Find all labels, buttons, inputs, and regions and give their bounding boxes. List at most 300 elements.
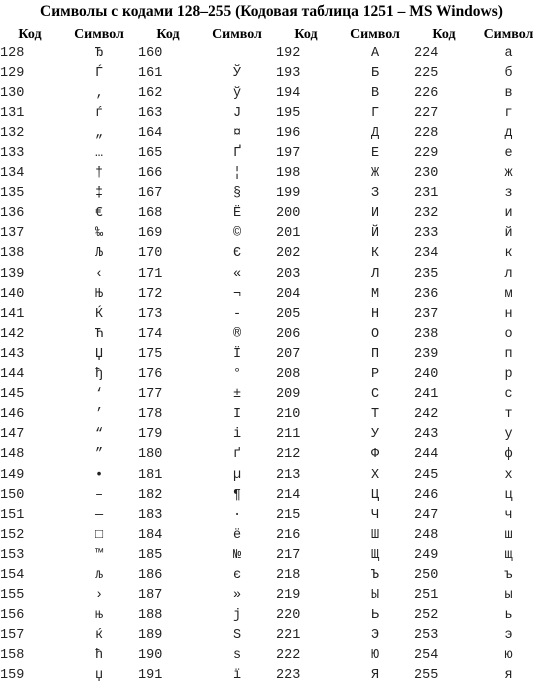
symbol-cell: ¶ — [232, 487, 242, 503]
table-body — [0, 43, 543, 686]
symbol-cell: ‚ — [94, 85, 104, 101]
table-row — [0, 324, 543, 344]
code-cell: 228 — [414, 125, 439, 141]
symbol-cell: о — [504, 326, 513, 342]
code-cell: 185 — [138, 547, 163, 563]
table-row — [0, 545, 543, 565]
code-cell: 203 — [276, 266, 301, 282]
symbol-cell: х — [504, 467, 513, 483]
symbol-cell: ы — [504, 588, 513, 604]
table-row — [0, 83, 543, 103]
code-cell: 160 — [138, 45, 163, 61]
code-cell: 139 — [0, 266, 25, 282]
symbol-cell: Ћ — [94, 326, 104, 342]
code-cell: 195 — [276, 105, 301, 121]
symbol-cell: ¬ — [232, 286, 242, 302]
code-cell: 145 — [0, 387, 25, 403]
code-cell: 147 — [0, 427, 25, 443]
symbol-cell: і — [232, 427, 242, 443]
code-cell: 183 — [138, 507, 163, 523]
code-cell: 135 — [0, 186, 25, 202]
symbol-cell: ё — [232, 527, 242, 543]
code-cell: 215 — [276, 507, 301, 523]
code-cell: 191 — [138, 668, 163, 684]
code-cell: 246 — [414, 487, 439, 503]
code-cell: 219 — [276, 588, 301, 604]
code-cell: 176 — [138, 367, 163, 383]
symbol-cell: п — [504, 346, 513, 362]
code-cell: 225 — [414, 65, 439, 81]
code-cell: 214 — [276, 487, 301, 503]
code-cell: 157 — [0, 628, 25, 644]
code-cell: 189 — [138, 628, 163, 644]
table-row — [0, 505, 543, 525]
symbol-cell: › — [94, 588, 104, 604]
symbol-cell: т — [504, 407, 513, 423]
symbol-cell: ћ — [94, 648, 104, 664]
header-code: Код — [18, 26, 42, 42]
table-row — [0, 666, 543, 686]
symbol-cell: є — [232, 567, 242, 583]
code-cell: 208 — [276, 367, 301, 383]
symbol-cell: ъ — [504, 567, 513, 583]
code-cell: 188 — [138, 608, 163, 624]
symbol-cell: « — [232, 266, 242, 282]
code-cell: 129 — [0, 65, 25, 81]
table-row — [0, 123, 543, 143]
symbol-cell: ® — [232, 326, 242, 342]
symbol-cell: н — [504, 306, 513, 322]
symbol-cell: ў — [232, 85, 242, 101]
code-cell: 239 — [414, 346, 439, 362]
symbol-cell: … — [94, 146, 104, 162]
page-title: Символы с кодами 128–255 (Кодовая таблица 1251 – MS Windows) — [40, 3, 503, 20]
code-cell: 223 — [276, 668, 301, 684]
code-cell: 164 — [138, 125, 163, 141]
code-cell: 216 — [276, 527, 301, 543]
code-cell: 255 — [414, 668, 439, 684]
symbol-cell: Ю — [370, 648, 380, 664]
code-cell: 201 — [276, 226, 301, 242]
code-cell: 247 — [414, 507, 439, 523]
symbol-cell: ѓ — [94, 105, 104, 121]
code-cell: 244 — [414, 447, 439, 463]
code-cell: 170 — [138, 246, 163, 262]
symbol-cell: Ѕ — [232, 628, 242, 644]
code-cell: 232 — [414, 206, 439, 222]
code-cell: 163 — [138, 105, 163, 121]
code-cell: 248 — [414, 527, 439, 543]
code-cell: 252 — [414, 608, 439, 624]
table-row — [0, 626, 543, 646]
table-row — [0, 184, 543, 204]
code-cell: 151 — [0, 507, 25, 523]
code-cell: 138 — [0, 246, 25, 262]
code-cell: 169 — [138, 226, 163, 242]
symbol-cell: ї — [232, 668, 242, 684]
symbol-cell: С — [370, 387, 380, 403]
symbol-cell: ч — [504, 507, 513, 523]
symbol-cell: Љ — [94, 246, 104, 262]
code-cell: 234 — [414, 246, 439, 262]
symbol-cell: ± — [232, 387, 242, 403]
code-cell: 207 — [276, 346, 301, 362]
symbol-cell: Й — [370, 226, 380, 242]
table-row — [0, 103, 543, 123]
symbol-cell: Ъ — [370, 567, 380, 583]
code-cell: 245 — [414, 467, 439, 483]
code-cell: 231 — [414, 186, 439, 202]
symbol-cell: • — [94, 467, 104, 483]
symbol-cell: ‡ — [94, 186, 104, 202]
symbol-cell: м — [504, 286, 513, 302]
code-cell: 168 — [138, 206, 163, 222]
code-cell: 171 — [138, 266, 163, 282]
symbol-cell: Ї — [232, 346, 242, 362]
code-cell: 130 — [0, 85, 25, 101]
code-cell: 166 — [138, 166, 163, 182]
symbol-cell: Ќ — [94, 306, 104, 322]
code-cell: 158 — [0, 648, 25, 664]
code-cell: 227 — [414, 105, 439, 121]
symbol-cell: й — [504, 226, 513, 242]
symbol-cell: Э — [370, 628, 380, 644]
header-row — [0, 26, 543, 43]
symbol-cell: д — [504, 125, 513, 141]
code-cell: 233 — [414, 226, 439, 242]
code-cell: 131 — [0, 105, 25, 121]
symbol-cell: ¦ — [232, 166, 242, 182]
code-cell: 226 — [414, 85, 439, 101]
symbol-cell: ѕ — [232, 648, 242, 664]
code-cell: 190 — [138, 648, 163, 664]
symbol-cell: Ё — [232, 206, 242, 222]
symbol-cell: Ф — [370, 447, 380, 463]
code-cell: 150 — [0, 487, 25, 503]
table-row — [0, 304, 543, 324]
symbol-cell: ђ — [94, 367, 104, 383]
symbol-cell: † — [94, 166, 104, 182]
code-cell: 159 — [0, 668, 25, 684]
symbol-cell: В — [370, 85, 380, 101]
symbol-cell: – — [94, 487, 104, 503]
code-cell: 167 — [138, 186, 163, 202]
table-row — [0, 606, 543, 626]
symbol-cell: Ђ — [94, 45, 104, 61]
code-cell: 206 — [276, 326, 301, 342]
code-cell: 242 — [414, 407, 439, 423]
code-cell: 174 — [138, 326, 163, 342]
symbol-cell: г — [504, 105, 513, 121]
symbol-cell: У — [370, 427, 380, 443]
symbol-cell: µ — [232, 467, 242, 483]
code-cell: 141 — [0, 306, 25, 322]
symbol-cell: ‘ — [94, 387, 104, 403]
symbol-cell: Ц — [370, 487, 380, 503]
code-cell: 198 — [276, 166, 301, 182]
symbol-cell: ц — [504, 487, 513, 503]
symbol-cell: Б — [370, 65, 380, 81]
code-cell: 154 — [0, 567, 25, 583]
symbol-cell: Д — [370, 125, 380, 141]
header-symbol: Символ — [74, 26, 124, 42]
table-row — [0, 465, 543, 485]
code-table — [0, 26, 543, 686]
code-cell: 140 — [0, 286, 25, 302]
symbol-cell: ж — [504, 166, 513, 182]
table-row — [0, 264, 543, 284]
table-row — [0, 204, 543, 224]
header-symbol: Символ — [350, 26, 400, 42]
table-row — [0, 43, 543, 63]
code-cell: 243 — [414, 427, 439, 443]
symbol-cell: © — [232, 226, 242, 242]
code-cell: 175 — [138, 346, 163, 362]
symbol-cell: Н — [370, 306, 380, 322]
symbol-cell: ” — [94, 447, 104, 463]
symbol-cell: І — [232, 407, 242, 423]
symbol-cell: ф — [504, 447, 513, 463]
table-row — [0, 445, 543, 465]
symbol-cell: Ь — [370, 608, 380, 624]
code-cell: 133 — [0, 146, 25, 162]
code-cell: 220 — [276, 608, 301, 624]
code-cell: 187 — [138, 588, 163, 604]
code-cell: 213 — [276, 467, 301, 483]
code-cell: 217 — [276, 547, 301, 563]
code-cell: 148 — [0, 447, 25, 463]
code-cell: 204 — [276, 286, 301, 302]
symbol-cell: □ — [94, 527, 104, 543]
code-cell: 137 — [0, 226, 25, 242]
table-row — [0, 646, 543, 666]
symbol-cell: Щ — [370, 547, 380, 563]
code-cell: 254 — [414, 648, 439, 664]
symbol-cell: Ж — [370, 166, 380, 182]
symbol-cell: ‰ — [94, 226, 104, 242]
code-cell: 205 — [276, 306, 301, 322]
code-cell: 253 — [414, 628, 439, 644]
symbol-cell: Є — [232, 246, 242, 262]
code-cell: 136 — [0, 206, 25, 222]
symbol-cell: њ — [94, 608, 104, 624]
code-cell: 180 — [138, 447, 163, 463]
code-cell: 186 — [138, 567, 163, 583]
table-row — [0, 586, 543, 606]
table-row — [0, 405, 543, 425]
symbol-cell: и — [504, 206, 513, 222]
symbol-cell: М — [370, 286, 380, 302]
table-row — [0, 485, 543, 505]
code-cell: 222 — [276, 648, 301, 664]
code-cell: 153 — [0, 547, 25, 563]
symbol-cell: э — [504, 628, 513, 644]
code-cell: 240 — [414, 367, 439, 383]
header-symbol: Символ — [212, 26, 262, 42]
table-row — [0, 63, 543, 83]
symbol-cell: ° — [232, 367, 242, 383]
symbol-cell: љ — [94, 567, 104, 583]
code-cell: 238 — [414, 326, 439, 342]
code-cell: 221 — [276, 628, 301, 644]
code-cell: 212 — [276, 447, 301, 463]
code-cell: 142 — [0, 326, 25, 342]
code-cell: 218 — [276, 567, 301, 583]
symbol-cell: ґ — [232, 447, 242, 463]
code-cell: 200 — [276, 206, 301, 222]
symbol-cell: § — [232, 186, 242, 202]
table-row — [0, 284, 543, 304]
table-row — [0, 143, 543, 163]
code-cell: 193 — [276, 65, 301, 81]
symbol-cell: Џ — [94, 346, 104, 362]
code-cell: 178 — [138, 407, 163, 423]
code-cell: 202 — [276, 246, 301, 262]
code-cell: 235 — [414, 266, 439, 282]
header-code: Код — [294, 26, 318, 42]
table-row — [0, 164, 543, 184]
symbol-cell: € — [94, 206, 104, 222]
symbol-cell: „ — [94, 125, 104, 141]
code-cell: 165 — [138, 146, 163, 162]
code-cell: 224 — [414, 45, 439, 61]
code-cell: 249 — [414, 547, 439, 563]
code-cell: 236 — [414, 286, 439, 302]
code-cell: 162 — [138, 85, 163, 101]
table-row — [0, 244, 543, 264]
code-cell: 209 — [276, 387, 301, 403]
symbol-cell: ь — [504, 608, 513, 624]
symbol-cell: а — [504, 45, 513, 61]
symbol-cell: б — [504, 65, 513, 81]
code-cell: 230 — [414, 166, 439, 182]
code-cell: 184 — [138, 527, 163, 543]
code-cell: 173 — [138, 306, 163, 322]
code-cell: 179 — [138, 427, 163, 443]
symbol-cell: И — [370, 206, 380, 222]
symbol-cell: О — [370, 326, 380, 342]
symbol-cell: № — [232, 547, 242, 563]
code-cell: 149 — [0, 467, 25, 483]
symbol-cell: ¤ — [232, 125, 242, 141]
code-cell: 128 — [0, 45, 25, 61]
code-cell: 229 — [414, 146, 439, 162]
code-cell: 181 — [138, 467, 163, 483]
code-cell: 194 — [276, 85, 301, 101]
header-code: Код — [156, 26, 180, 42]
symbol-cell: ‹ — [94, 266, 104, 282]
symbol-cell: ™ — [94, 547, 104, 563]
symbol-cell: Ґ — [232, 146, 242, 162]
symbol-cell: · — [232, 507, 242, 523]
code-cell: 172 — [138, 286, 163, 302]
code-cell: 132 — [0, 125, 25, 141]
symbol-cell: Њ — [94, 286, 104, 302]
symbol-cell: Ѓ — [94, 65, 104, 81]
symbol-cell: е — [504, 146, 513, 162]
symbol-cell: з — [504, 186, 513, 202]
table-row — [0, 365, 543, 385]
symbol-cell: в — [504, 85, 513, 101]
symbol-cell: — — [94, 507, 104, 523]
symbol-cell: Ы — [370, 588, 380, 604]
code-cell: 196 — [276, 125, 301, 141]
symbol-cell: Ј — [232, 105, 242, 121]
symbol-cell: Е — [370, 146, 380, 162]
symbol-cell: л — [504, 266, 513, 282]
table-row — [0, 344, 543, 364]
table-row — [0, 385, 543, 405]
symbol-cell — [198, 43, 276, 63]
header-symbol: Символ — [483, 26, 534, 42]
code-cell: 177 — [138, 387, 163, 403]
code-cell: 210 — [276, 407, 301, 423]
symbol-cell: ш — [504, 527, 513, 543]
symbol-cell: ќ — [94, 628, 104, 644]
symbol-cell: Т — [370, 407, 380, 423]
header-code: Код — [432, 26, 456, 42]
symbol-cell: - — [232, 306, 242, 322]
symbol-cell: у — [504, 427, 513, 443]
symbol-cell: с — [504, 387, 513, 403]
symbol-cell: К — [370, 246, 380, 262]
symbol-cell: П — [370, 346, 380, 362]
table-row — [0, 425, 543, 445]
code-cell: 134 — [0, 166, 25, 182]
symbol-cell: Я — [370, 668, 380, 684]
symbol-cell: Ў — [232, 65, 242, 81]
code-cell: 199 — [276, 186, 301, 202]
symbol-cell: ’ — [94, 407, 104, 423]
symbol-cell: щ — [504, 547, 513, 563]
symbol-cell: А — [370, 45, 380, 61]
code-cell: 241 — [414, 387, 439, 403]
code-cell: 152 — [0, 527, 25, 543]
code-cell: 143 — [0, 346, 25, 362]
code-cell: 156 — [0, 608, 25, 624]
symbol-cell: Л — [370, 266, 380, 282]
symbol-cell: “ — [94, 427, 104, 443]
code-cell: 251 — [414, 588, 439, 604]
code-cell: 182 — [138, 487, 163, 503]
code-cell: 161 — [138, 65, 163, 81]
symbol-cell: З — [370, 186, 380, 202]
symbol-cell: я — [504, 668, 513, 684]
code-cell: 237 — [414, 306, 439, 322]
code-cell: 144 — [0, 367, 25, 383]
symbol-cell: џ — [94, 668, 104, 684]
symbol-cell: к — [504, 246, 513, 262]
symbol-cell: Р — [370, 367, 380, 383]
code-cell: 197 — [276, 146, 301, 162]
symbol-cell: Х — [370, 467, 380, 483]
symbol-cell: р — [504, 367, 513, 383]
code-cell: 155 — [0, 588, 25, 604]
symbol-cell: ј — [232, 608, 242, 624]
symbol-cell: Ч — [370, 507, 380, 523]
symbol-cell: Г — [370, 105, 380, 121]
symbol-cell: Ш — [370, 527, 380, 543]
table-row — [0, 525, 543, 545]
symbol-cell: » — [232, 588, 242, 604]
table-row — [0, 565, 543, 585]
code-cell: 192 — [276, 45, 301, 61]
code-cell: 250 — [414, 567, 439, 583]
table-row — [0, 224, 543, 244]
symbol-cell: ю — [504, 648, 513, 664]
code-cell: 146 — [0, 407, 25, 423]
code-cell: 211 — [276, 427, 301, 443]
